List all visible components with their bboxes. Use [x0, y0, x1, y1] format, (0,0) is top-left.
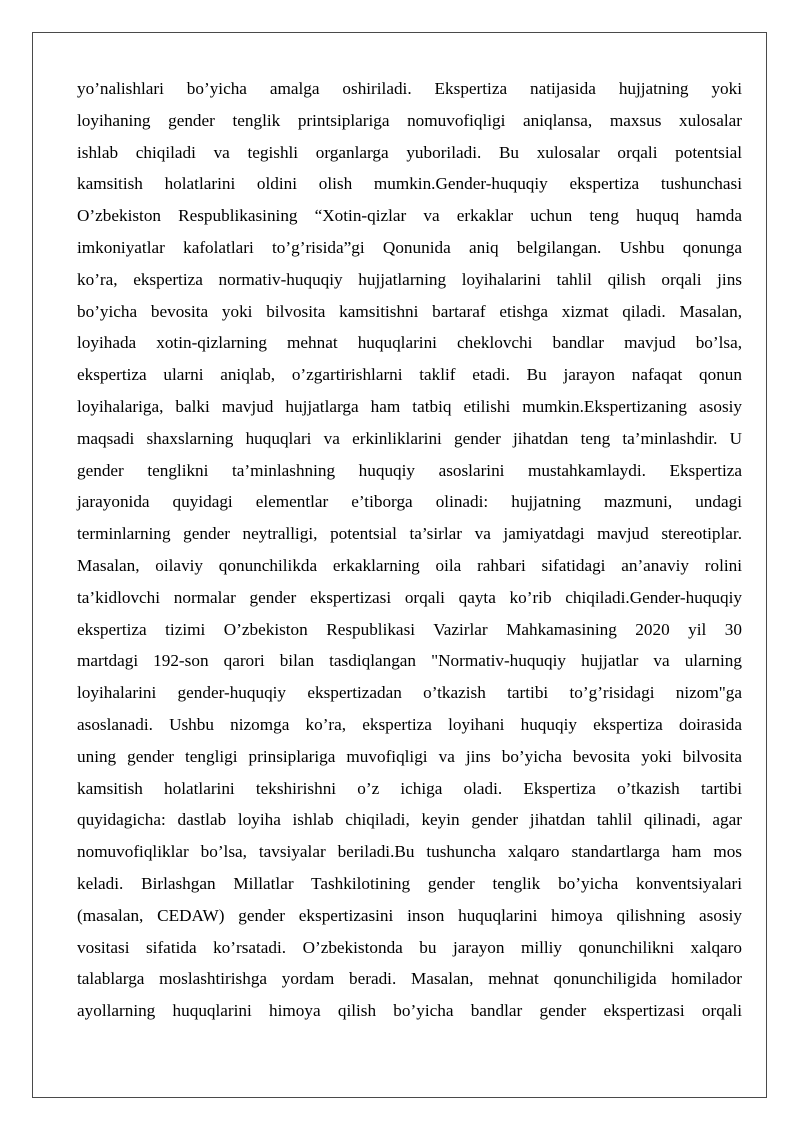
text-line: loyihaning gender tenglik printsiplariga nomuvofiqligi aniqlansa, maxsus xulosalar	[77, 110, 742, 130]
text-line: talablarga moslashtirishga yordam beradi. Masalan, mehnat qonunchiligida homilador	[77, 969, 742, 989]
text-line: loyihalariga, balki mavjud hujjatlarga ham tatbiq etilishi mumkin.Ekspertizaning asosiy	[77, 396, 742, 416]
text-line: kamsitish holatlarini oldini olish mumkin.Gender-huquqiy ekspertiza tushunchasi	[77, 174, 742, 194]
text-line: ayollarning huquqlarini himoya qilish bo’yicha bandlar gender ekspertizasi orqali	[77, 1001, 742, 1021]
text-line: keladi. Birlashgan Millatlar Tashkilotining gender tenglik bo’yicha konventsiyalari	[77, 873, 742, 893]
text-line: ekspertiza ularni aniqlab, o’zgartirishlarni taklif etadi. Bu jarayon nafaqat qonun	[77, 365, 742, 385]
text-line: yo’nalishlari bo’yicha amalga oshiriladi. Ekspertiza natijasida hujjatning yoki	[77, 79, 742, 98]
text-line: (masalan, CEDAW) gender ekspertizasini inson huquqlarini himoya qilishning asosiy	[77, 905, 742, 925]
text-line: jarayonida quyidagi elementlar e’tiborga olinadi: hujjatning mazmuni, undagi	[77, 492, 742, 512]
text-line: maqsadi shaxslarning huquqlari va erkinliklarini gender jihatdan teng ta’minlashdir. U	[77, 428, 742, 448]
text-line: asoslanadi. Ushbu nizomga ko’ra, ekspertiza loyihani huquqiy ekspertiza doirasida	[77, 714, 742, 734]
text-line: bo’yicha bevosita yoki bilvosita kamsitishni bartaraf etishga xizmat qiladi. Masalan,	[77, 301, 742, 321]
text-line: nomuvofiqliklar bo’lsa, tavsiyalar beriladi.Bu tushuncha xalqaro standartlarga ham mos	[77, 842, 742, 862]
text-line: ko’ra, ekspertiza normativ-huquqiy hujjatlarning loyihalarini tahlil qilish orqali jins	[77, 269, 742, 289]
text-line: uning gender tengligi prinsiplariga muvofiqligi va jins bo’yicha bevosita yoki bilvosita	[77, 746, 742, 766]
text-line: terminlarning gender neytralligi, potentsial ta’sirlar va jamiyatdagi mavjud stereotiplar.	[77, 524, 742, 544]
text-line: vositasi sifatida ko’rsatadi. O’zbekistonda bu jarayon milliy qonunchilikni xalqaro	[77, 937, 742, 957]
text-line: loyihalarini gender-huquqiy ekspertizadan o’tkazish tartibi to’g’risidagi nizom"ga	[77, 683, 742, 703]
text-line: imkoniyatlar kafolatlari to’g’risida”gi Qonunida aniq belgilangan. Ushbu qonunga	[77, 237, 742, 257]
text-line: Masalan, oilaviy qonunchilikda erkaklarning oila rahbari sifatidagi an’anaviy rolini	[77, 555, 742, 575]
text-line: gender tenglikni ta’minlashning huquqiy asoslarini mustahkamlaydi. Ekspertiza	[77, 460, 742, 480]
text-line: martdagi 192-son qarori bilan tasdiqlangan "Normativ-huquqiy hujjatlar va ularning	[77, 651, 742, 671]
text-line: O’zbekiston Respublikasining “Xotin-qizlar va erkaklar uchun teng huquq hamda	[77, 206, 742, 226]
text-line: quyidagicha: dastlab loyiha ishlab chiqiladi, keyin gender jihatdan tahlil qilinadi, agar	[77, 810, 742, 830]
text-line: ekspertiza tizimi O’zbekiston Respublikasi Vazirlar Mahkamasining 2020 yil 30	[77, 619, 742, 639]
body-text	[77, 73, 742, 1027]
text-line: ishlab chiqiladi va tegishli organlarga yuboriladi. Bu xulosalar orqali potentsial	[77, 142, 742, 162]
text-line: ta’kidlovchi normalar gender ekspertizasi orqali qayta ko’rib chiqiladi.Gender-huquqiy	[77, 587, 742, 607]
text-line: loyihada xotin-qizlarning mehnat huquqlarini cheklovchi bandlar mavjud bo’lsa,	[77, 333, 742, 353]
text-line: kamsitish holatlarini tekshirishni o’z ichiga oladi. Ekspertiza o’tkazish tartibi	[77, 778, 742, 798]
